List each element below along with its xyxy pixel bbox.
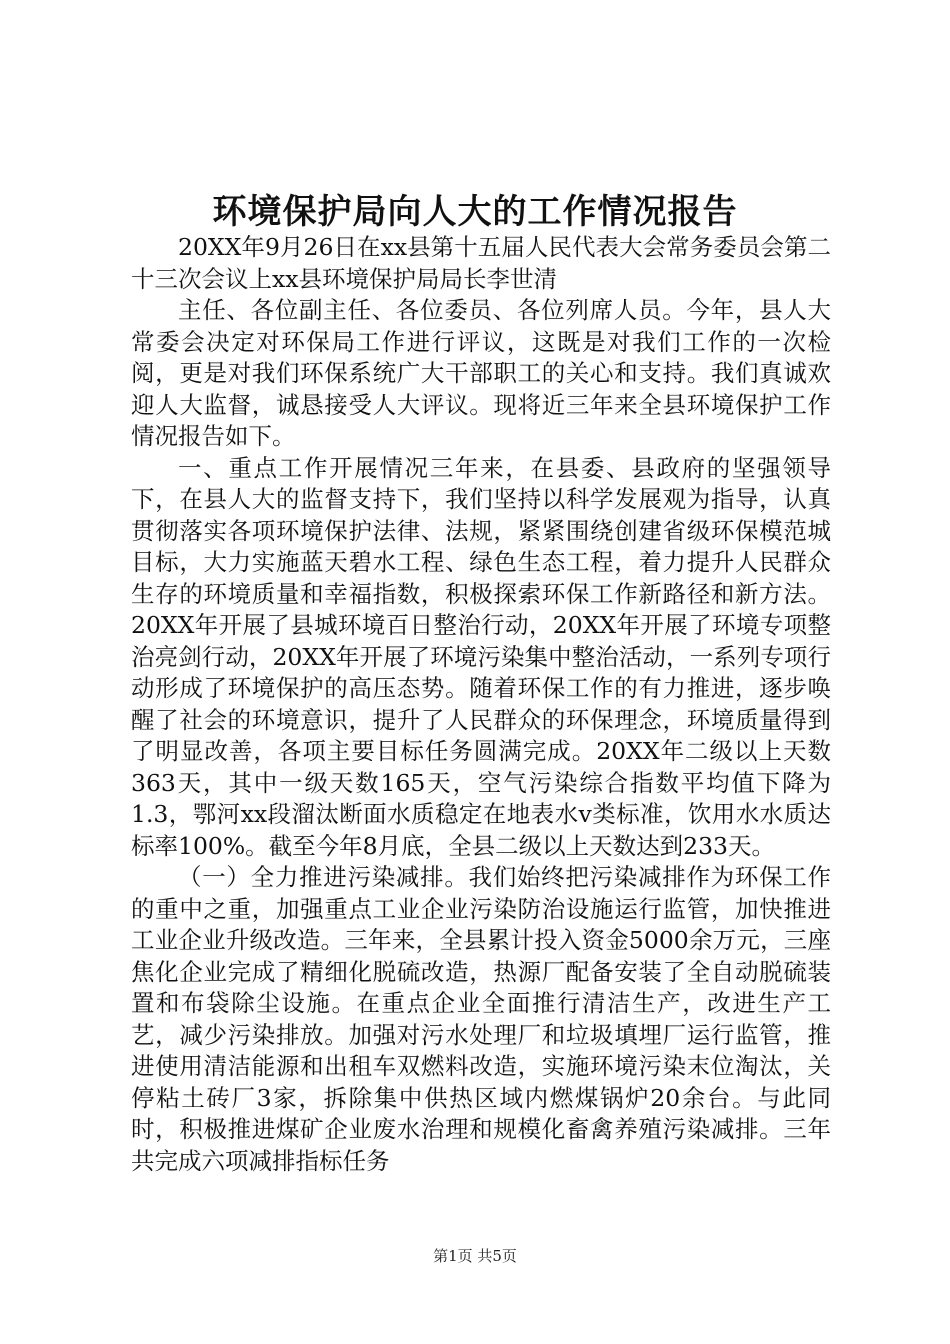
- paragraph-key-work: 一、重点工作开展情况三年来，在县委、县政府的坚强领导下，在县人大的监督支持下，我们坚持以科学发展观为指导，认真贯彻落实各项环境保护法律、法规，紧紧围绕创建省级环保模范城目标，大力实施蓝天碧水工程、绿色生态工程，着力提升人民群众生存的环境质量和幸福指数，积极探索环保工作新路径和新方法。20XX年开展了县城环境百日整治行动，20XX年开展了环境专项整治亮剑行动，20XX年开展了环境污染集中整治活动，一系列专项行动形成了环境保护的高压态势。随着环保工作的有力推进，逐步唤醒了社会的环境意识，提升了人民群众的环保理念，环境质量得到了明显改善，各项主要目标任务圆满完成。20XX年二级以上天数363天，其中一级天数165天，空气污染综合指数平均值下降为1.3，鄂河xx段溜汰断面水质稳定在地表水v类标准，饮用水水质达标率100%。截至今年8月底，全县二级以上天数达到233天。: [131, 453, 831, 860]
- document-title: 环境保护局向人大的工作情况报告: [212, 192, 738, 232]
- paragraph-meeting-info: 20XX年9月26日在xx县第十五届人民代表大会常务委员会第二十三次会议上xx县环境保护局局长李世清: [131, 233, 831, 293]
- document-body: [131, 232, 831, 1177]
- paragraph-opening: 主任、各位副主任、各位委员、各位列席人员。今年，县人大常委会决定对环保局工作进行评议，这既是对我们工作的一次检阅，更是对我们环保系统广大干部职工的关心和支持。我们真诚欢迎人大监督，诚恳接受人大评议。现将近三年来全县环境保护工作情况报告如下。: [131, 296, 831, 450]
- paragraph-emission-reduction: （一）全力推进污染减排。我们始终把污染减排作为环保工作的重中之重，加强重点工业企业污染防治设施运行监管，加快推进工业企业升级改造。三年来，全县累计投入资金5000余万元，三座焦化企业完成了精细化脱硫改造，热源厂配备安装了全自动脱硫装置和布袋除尘设施。在重点企业全面推行清洁生产，改进生产工艺，减少污染排放。加强对污水处理厂和垃圾填埋厂运行监管，推进使用清洁能源和出租车双燃料改造，实施环境污染末位淘汰，关停粘土砖厂3家，拆除集中供热区域内燃煤锅炉20余台。与此同时，积极推进煤矿企业废水治理和规模化畜禽养殖污染减排。三年共完成六项减排指标任务: [131, 863, 831, 1175]
- page-number-footer: 第1页 共5页: [433, 1247, 517, 1265]
